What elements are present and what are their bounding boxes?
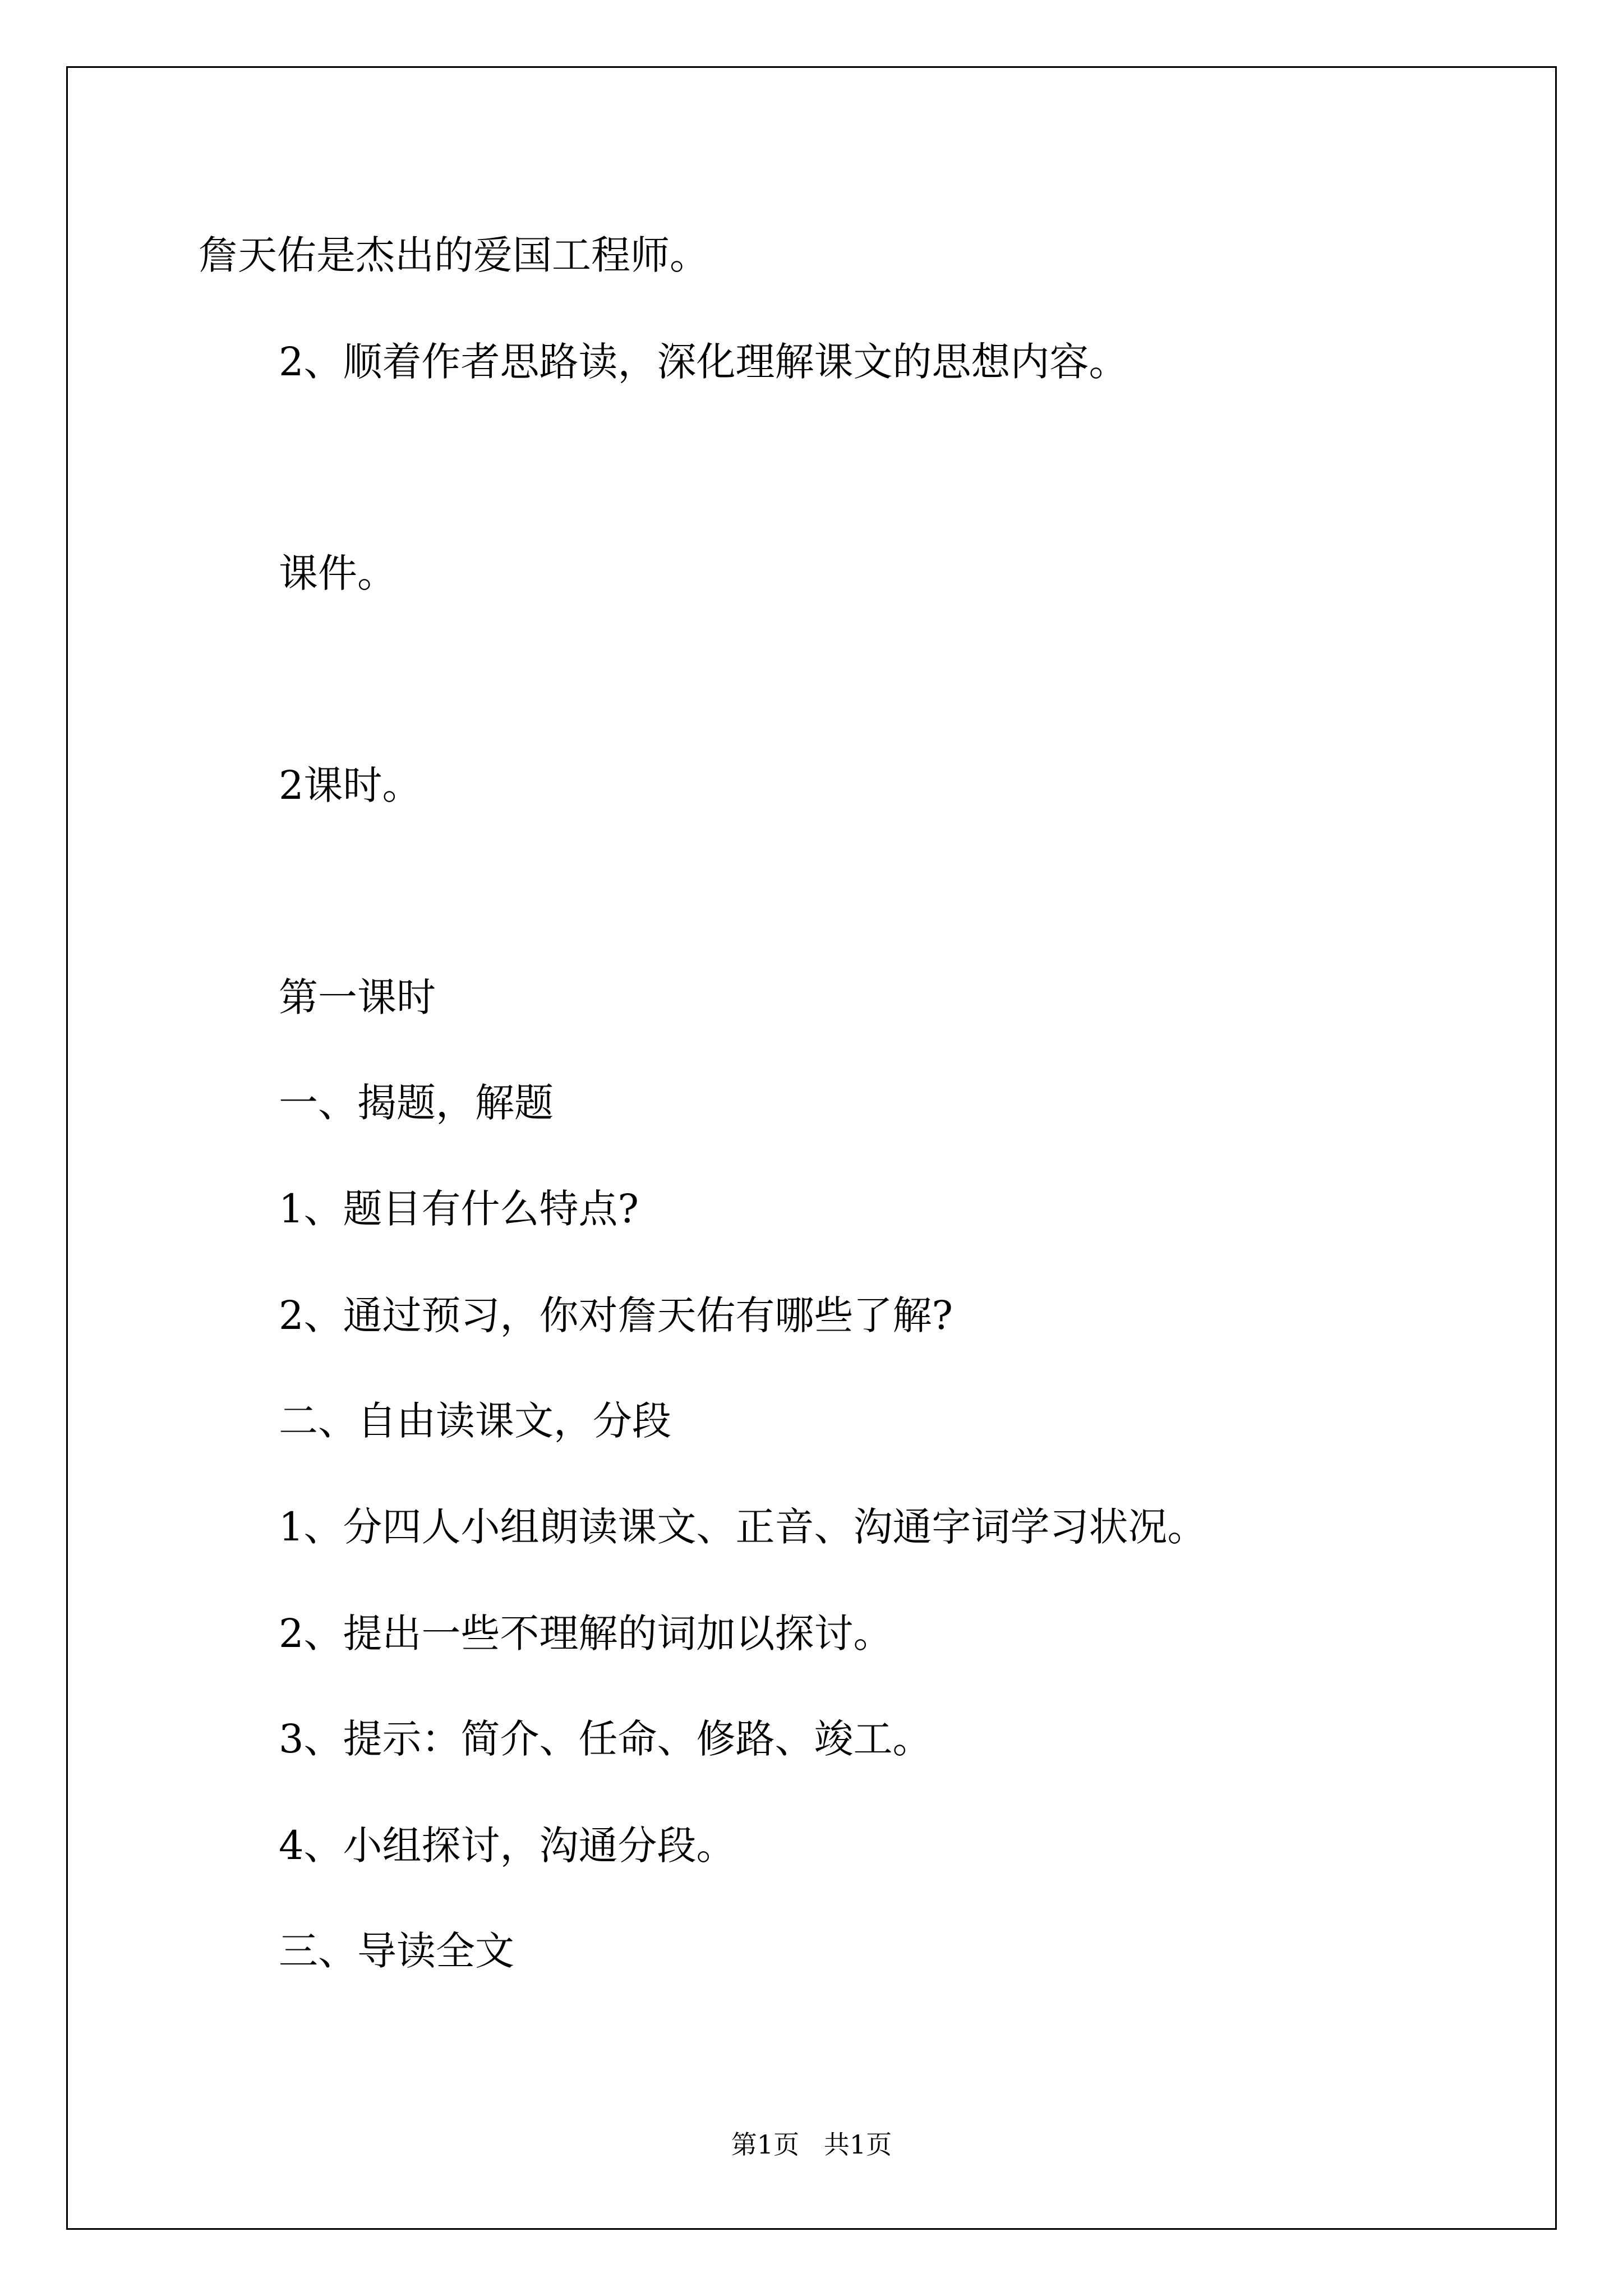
text-line: 2、提出一些不理解的词加以探讨。 <box>279 1611 893 1657</box>
text-line: 3、提示：简介、任命、修路、竣工。 <box>279 1716 932 1762</box>
text-line: 1、题目有什么特点? <box>279 1186 639 1232</box>
text-line: 1、分四人小组朗读课文、正音、沟通字词学习状况。 <box>279 1504 1207 1550</box>
text-line: 课件。 <box>279 550 396 596</box>
text-line: 詹天佑是杰出的爱国工程师。 <box>199 232 709 278</box>
section-heading: 二、自由读课文，分段 <box>279 1398 671 1444</box>
section-heading: 三、导读全文 <box>279 1928 514 1974</box>
text-line: 4、小组探讨，沟通分段。 <box>279 1823 736 1869</box>
page-frame <box>66 66 1557 2230</box>
section-heading: 一、揭题，解题 <box>279 1080 554 1126</box>
text-line: 2课时。 <box>279 762 422 808</box>
section-heading: 第一课时 <box>279 974 436 1020</box>
page-footer: 第1页 共1页 <box>731 2129 892 2160</box>
text-line: 2、顺着作者思路读，深化理解课文的思想内容。 <box>279 339 1128 385</box>
text-line: 2、通过预习，你对詹天佑有哪些了解? <box>279 1292 953 1338</box>
